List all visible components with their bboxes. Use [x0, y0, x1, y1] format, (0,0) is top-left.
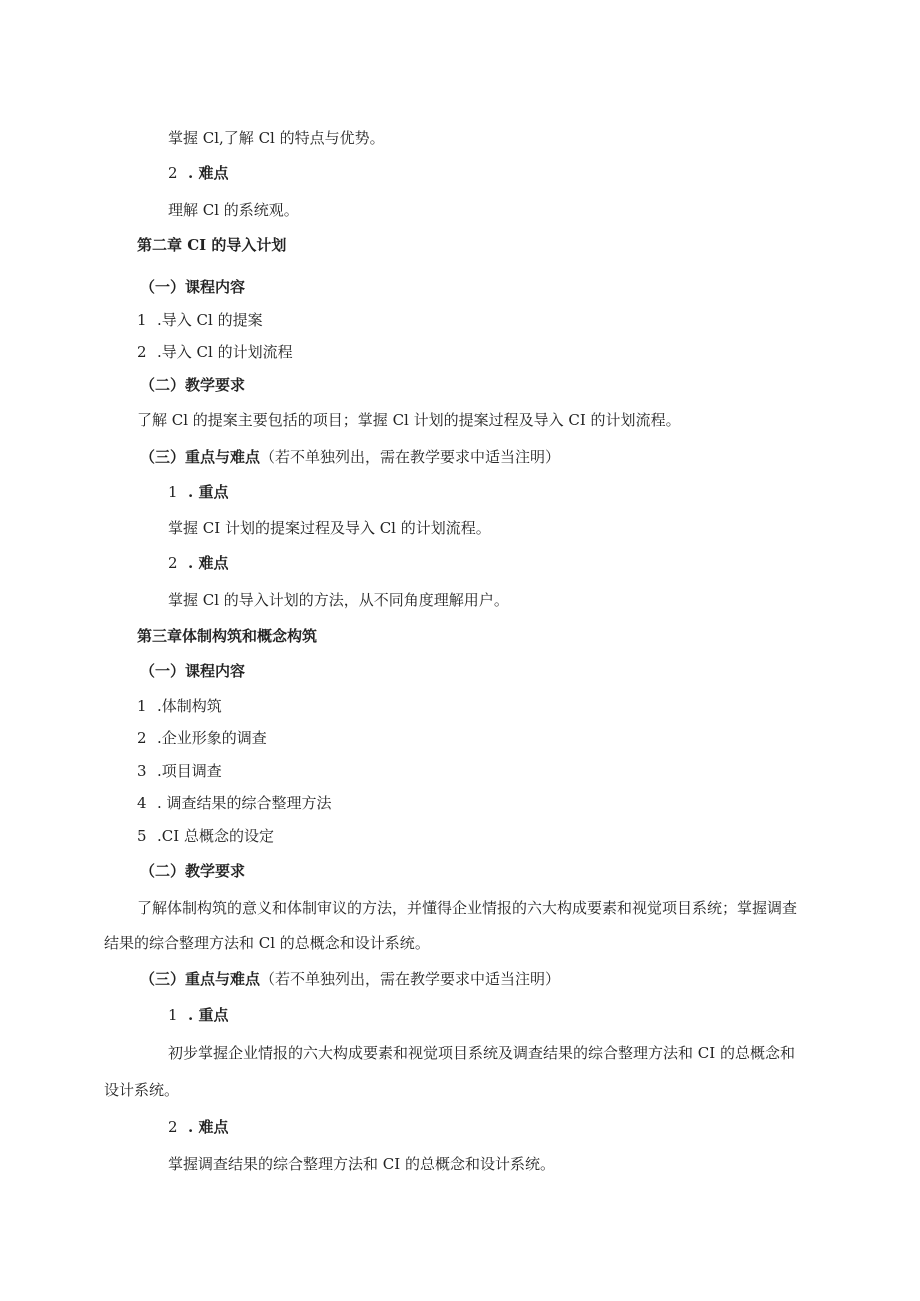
ch3-key-point-heading [168, 1005, 228, 1025]
ch2-difficulty-text: 掌握 Cl 的导入计划的方法，从不同角度理解用户。 [168, 591, 509, 609]
ch2-difficulty-number: 2 [168, 554, 178, 572]
ch2-list-item-number: 1 [137, 311, 147, 329]
ch3-difficulty-heading [168, 1117, 228, 1137]
ch2-key-point-heading [168, 482, 228, 502]
ch3-list-item-text: .CI 总概念的设定 [157, 827, 274, 845]
ch2-list-item-text: .导入 Cl 的提案 [157, 311, 263, 329]
ch1-difficulty-text: 理解 Cl 的系统观。 [168, 201, 299, 219]
ch2-key-point-label: . 重点 [188, 483, 229, 501]
ch2-key-heading [140, 447, 560, 467]
ch2-list-item-text: .导入 Cl 的计划流程 [157, 343, 293, 361]
ch3-list-item [137, 793, 332, 813]
ch3-list-item-text: . 调查结果的综合整理方法 [157, 794, 332, 812]
ch1-difficulty-heading [168, 163, 228, 183]
ch2-key-heading-label: （三）重点与难点 [140, 448, 261, 466]
ch3-list-item-text: .项目调查 [157, 762, 222, 780]
ch3-key-point-number: 1 [168, 1006, 178, 1024]
ch2-difficulty-label: . 难点 [188, 554, 229, 572]
ch2-key-heading-note: （若不单独列出，需在教学要求中适当注明） [260, 448, 561, 466]
ch2-key-point-number: 1 [168, 483, 178, 501]
ch2-difficulty-heading [168, 553, 228, 573]
ch2-content-heading: （一）课程内容 [140, 278, 246, 296]
ch2-requirements-heading: （二）教学要求 [140, 376, 246, 394]
ch3-list-item-number: 1 [137, 697, 147, 715]
ch3-requirements-heading: （二）教学要求 [140, 862, 246, 880]
ch3-difficulty-label: . 难点 [188, 1118, 229, 1136]
ch1-difficulty-number: 2 [168, 164, 178, 182]
ch3-difficulty-text: 掌握调查结果的综合整理方法和 CI 的总概念和设计系统。 [168, 1155, 555, 1173]
ch3-list-item [137, 761, 222, 781]
ch2-list-item [137, 310, 263, 330]
ch2-title: 第二章 CI 的导入计划 [137, 236, 287, 254]
ch3-list-item-number: 3 [137, 762, 147, 780]
ch3-title: 第三章体制构筑和概念构筑 [137, 627, 318, 645]
ch3-key-heading-label: （三）重点与难点 [140, 970, 261, 988]
ch1-difficulty-label: . 难点 [188, 164, 229, 182]
ch3-list-item-number: 4 [137, 794, 147, 812]
ch2-key-point-text: 掌握 CI 计划的提案过程及导入 Cl 的计划流程。 [168, 519, 491, 537]
ch3-list-item-text: .企业形象的调查 [157, 729, 267, 747]
ch3-list-item [137, 826, 274, 846]
ch2-requirements-text: 了解 Cl 的提案主要包括的项目；掌握 Cl 计划的提案过程及导入 CI 的计划流程。 [137, 411, 681, 429]
ch3-content-heading: （一）课程内容 [140, 662, 246, 680]
ch3-list-item-number: 2 [137, 729, 147, 747]
ch1-key-point-text: 掌握 Cl,了解 Cl 的特点与优势。 [168, 129, 385, 147]
ch3-difficulty-number: 2 [168, 1118, 178, 1136]
ch3-key-point-text-continued: 设计系统。 [104, 1081, 180, 1099]
ch2-list-item-number: 2 [137, 343, 147, 361]
ch3-list-item-number: 5 [137, 827, 147, 845]
ch3-requirements-text: 了解体制构筑的意义和体制审议的方法，并懂得企业情报的六大构成要素和视觉项目系统；掌握调查 [137, 899, 798, 917]
ch3-key-point-text: 初步掌握企业情报的六大构成要素和视觉项目系统及调查结果的综合整理方法和 CI 的总概念和 [168, 1044, 795, 1062]
ch3-requirements-text-continued: 结果的综合整理方法和 Cl 的总概念和设计系统。 [104, 934, 430, 952]
ch3-list-item-text: .体制构筑 [157, 697, 222, 715]
ch3-key-heading [140, 969, 560, 989]
ch3-list-item [137, 728, 267, 748]
ch3-key-point-label: . 重点 [188, 1006, 229, 1024]
ch2-list-item [137, 342, 293, 362]
ch3-list-item [137, 696, 222, 716]
ch3-key-heading-note: （若不单独列出，需在教学要求中适当注明） [260, 970, 561, 988]
